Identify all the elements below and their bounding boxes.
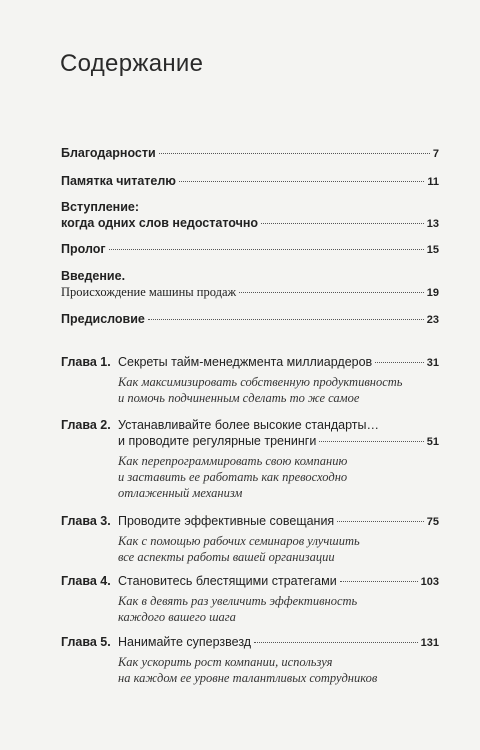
chapter-subtitle-line: и помочь подчиненным сделать то же самое bbox=[118, 391, 360, 405]
leader-dots bbox=[159, 153, 430, 154]
leader-dots bbox=[261, 223, 424, 224]
chapter-title: и проводите регулярные тренинги bbox=[118, 434, 317, 448]
chapter-title: Проводите эффективные совещания bbox=[118, 514, 335, 528]
chapter-number: Глава 2. bbox=[61, 418, 111, 432]
leader-dots bbox=[319, 441, 423, 442]
chapter-subtitle-line: каждого вашего шага bbox=[118, 610, 236, 624]
chapter-number: Глава 4. bbox=[61, 574, 111, 588]
chapter-number: Глава 5. bbox=[61, 635, 111, 649]
toc-page-number: 11 bbox=[427, 176, 439, 188]
toc-entry-introduction[interactable] bbox=[61, 199, 439, 232]
toc-page-number: 13 bbox=[426, 218, 439, 230]
chapter-subtitle-line: Как ускорить рост компании, используя bbox=[118, 655, 333, 669]
chapter-subtitle-line: все аспекты работы вашей организации bbox=[118, 550, 335, 564]
chapter-number: Глава 3. bbox=[61, 514, 111, 528]
leader-dots bbox=[239, 292, 424, 293]
chapter-subtitle bbox=[118, 654, 439, 686]
leader-dots bbox=[375, 362, 424, 363]
chapter-subtitle bbox=[118, 453, 439, 501]
leader-dots bbox=[148, 319, 424, 320]
leader-dots bbox=[179, 181, 424, 182]
chapter-title: Секреты тайм-менеджмента миллиардеров bbox=[118, 355, 373, 369]
leader-dots bbox=[254, 642, 418, 643]
leader-dots bbox=[109, 249, 424, 250]
toc-label-first-line: Вступление: bbox=[61, 200, 139, 214]
toc-page-number: 31 bbox=[426, 357, 439, 369]
toc-label: Пролог bbox=[61, 242, 106, 256]
chapter-subtitle-line: отлаженный механизм bbox=[118, 486, 243, 500]
toc-page-number: 131 bbox=[420, 637, 439, 649]
chapter-subtitle-line: на каждом ее уровне талантливых сотрудников bbox=[118, 671, 378, 685]
chapter-subtitle bbox=[118, 593, 439, 625]
chapter-number: Глава 1. bbox=[61, 355, 111, 369]
leader-dots bbox=[340, 581, 418, 582]
toc-entry-reader-memo[interactable] bbox=[61, 173, 439, 190]
chapter-title: Устанавливайте более высокие стандарты… bbox=[118, 418, 379, 432]
toc-page-number: 7 bbox=[432, 148, 439, 160]
toc-entry-intro[interactable] bbox=[61, 268, 439, 301]
toc-label-first-line: Введение. bbox=[61, 269, 126, 283]
chapter-subtitle-line: Как перепрограммировать свою компанию bbox=[118, 454, 348, 468]
chapter-subtitle-line: Как с помощью рабочих семинаров улучшить bbox=[118, 534, 360, 548]
toc-entry-acknowledgements[interactable] bbox=[61, 145, 439, 162]
chapter-subtitle-line: и заставить ее работать как превосходно bbox=[118, 470, 348, 484]
toc-page-number: 15 bbox=[426, 244, 439, 256]
toc-page-number: 23 bbox=[426, 314, 439, 326]
toc-page-number: 51 bbox=[426, 436, 439, 448]
toc-page-number: 103 bbox=[420, 576, 439, 588]
chapter-title: Становитесь блестящими стратегами bbox=[118, 574, 337, 588]
page-title: Содержание bbox=[60, 50, 204, 77]
toc-page-number: 75 bbox=[426, 516, 439, 528]
toc-label: когда одних слов недостаточно bbox=[61, 216, 259, 230]
chapter-subtitle bbox=[118, 533, 439, 565]
toc-label: Благодарности bbox=[61, 146, 156, 160]
toc-entry-prologue[interactable] bbox=[61, 241, 439, 258]
toc-entry-foreword[interactable] bbox=[61, 311, 439, 328]
chapter-subtitle-line: Как максимизировать собственную продуктивность bbox=[118, 375, 403, 389]
chapter-title: Нанимайте суперзвезд bbox=[118, 635, 252, 649]
chapter-subtitle-line: Как в девять раз увеличить эффективность bbox=[118, 594, 358, 608]
leader-dots bbox=[337, 521, 424, 522]
toc-page-number: 19 bbox=[426, 287, 439, 299]
toc-label: Памятка читателю bbox=[61, 174, 176, 188]
toc-label: Предисловие bbox=[61, 312, 145, 326]
chapter-subtitle bbox=[118, 374, 439, 406]
toc-label: Происхождение машины продаж bbox=[61, 285, 237, 299]
